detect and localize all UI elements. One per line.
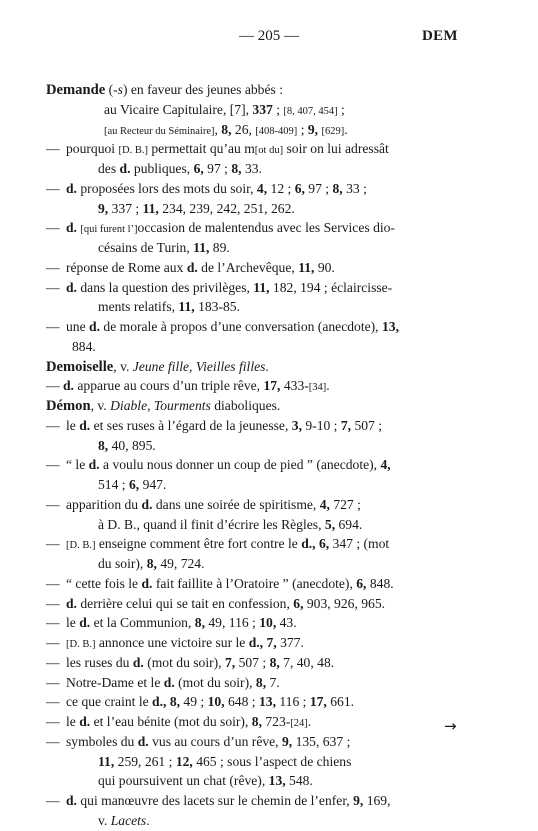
index-line: au Vicaire Capitulaire, [7], 337 ; [8, 407, 454] ; [104, 101, 345, 117]
running-head-keyword: DEM [422, 28, 458, 44]
index-line: — d. dans la question des privilèges, 11, 182, 194 ; éclaircisse- [46, 278, 488, 298]
index-line: 11, 259, 261 ; 12, 465 ; sous l’aspect de chiens [98, 753, 352, 769]
index-line: — Notre-Dame et le d. (mot du soir), 8, 7. [46, 673, 488, 693]
index-line: ments relatifs, 11, 183-85. [98, 299, 240, 315]
index-line: — une d. de morale à propos d’une conversation (anecdote), 13, [46, 317, 488, 337]
index-line: 8, 40, 895. [98, 437, 156, 453]
dash: — [46, 575, 60, 591]
dash: — [46, 417, 60, 433]
index-line: — d. [qui furent l’]occasion de malentendus avec les Services dio- [46, 218, 488, 238]
dash: — [46, 180, 60, 196]
index-line: — le d. et ses ruses à l’égard de la jeunesse, 3, 9-10 ; 7, 507 ; [46, 416, 488, 436]
index-line: césains de Turin, 11, 89. [98, 240, 230, 255]
index-line: — d. qui manœuvre des lacets sur le chemin de l’enfer, 9, 169, [46, 791, 488, 811]
index-line: 514 ; 6, 947. [98, 477, 167, 492]
headword-demoiselle: Demoiselle [46, 358, 114, 375]
headword-line-demande: Demande (-s) en faveur des jeunes abbés : [46, 82, 283, 98]
index-line: — réponse de Rome aux d. de l’Archevêque, 11, 90. [46, 258, 488, 278]
dash: — [46, 654, 60, 670]
dash: — [46, 220, 60, 236]
dash: — [46, 141, 60, 157]
headword-line-demoiselle: Demoiselle, v. Jeune fille, Vieilles filles. [46, 358, 269, 375]
index-line: — d. proposées lors des mots du soir, 4, 12 ; 6, 97 ; 8, 33 ; [46, 179, 488, 199]
dash: — [46, 319, 60, 334]
headword-line-demon: Démon, v. Diable, Tourments diaboliques. [46, 398, 281, 414]
index-line: à D. B., quand il finit d’écrire les Règles, 5, 694. [98, 516, 363, 532]
index-line: — symboles du d. vus au cours d’un rêve, 9, 135, 637 ; [46, 732, 488, 752]
page-number: — 205 — [239, 28, 299, 44]
dash: — [46, 457, 60, 473]
index-line: [au Recteur du Séminaire], 8, 26, [408-409] ; 9, [629]. [104, 121, 348, 137]
index-line: — [D. B.] annonce une victoire sur le d., 7, 377. [46, 633, 488, 653]
dash: — [46, 733, 60, 749]
continue-arrow-icon: → [444, 717, 457, 735]
index-line: 9, 337 ; 11, 234, 239, 242, 251, 262. [98, 200, 295, 216]
index-line: — “ cette fois le d. fait faillite à l’Oratoire ” (anecdote), 6, 848. [46, 574, 488, 594]
dash: — [46, 674, 60, 690]
index-line: 884. [72, 338, 96, 354]
dash: — [46, 259, 60, 275]
index-line: — [D. B.] enseigne comment être fort contre le d., 6, 347 ; (mot [46, 534, 488, 554]
dash: — [46, 496, 60, 512]
dash: — [46, 615, 60, 631]
dash: — [46, 279, 60, 295]
index-line: — d. derrière celui qui se tait en confession, 6, 903, 926, 965. [46, 594, 488, 614]
index-line: — le d. et l’eau bénite (mot du soir), 8, 723-[24]. [46, 712, 488, 732]
index-line: — “ le d. a voulu nous donner un coup de pied ” (anecdote), 4, [46, 455, 488, 475]
index-line: des d. publiques, 6, 97 ; 8, 33. [98, 161, 262, 176]
index-line: du soir), 8, 49, 724. [98, 556, 205, 571]
index-line: — d. apparue au cours d’un triple rêve, 17, 433-[34]. [46, 378, 330, 394]
dash: — [46, 536, 60, 552]
index-line: — ce que craint le d., 8, 49 ; 10, 648 ; 13, 116 ; 17, 661. [46, 692, 488, 712]
index-line: qui poursuivent un chat (rêve), 13, 548. [98, 773, 313, 789]
index-line: — pourquoi [D. B.] permettait qu’au m[ot du] soir on lui adressât [46, 139, 488, 159]
dash: — [46, 694, 60, 710]
index-line: — les ruses du d. (mot du soir), 7, 507 ; 8, 7, 40, 48. [46, 653, 488, 673]
headword-demande: Demande [46, 82, 106, 98]
dash: — [46, 714, 60, 729]
headword-demon: Démon [46, 398, 91, 414]
dash: — [46, 595, 60, 611]
index-line: — le d. et la Communion, 8, 49, 116 ; 10, 43. [46, 613, 488, 633]
index-line: — apparition du d. dans une soirée de spiritisme, 4, 727 ; [46, 495, 488, 515]
dash: — [46, 635, 60, 650]
index-line: v. Lacets. [98, 812, 150, 828]
index-column [46, 80, 488, 831]
dash: — [46, 793, 60, 808]
